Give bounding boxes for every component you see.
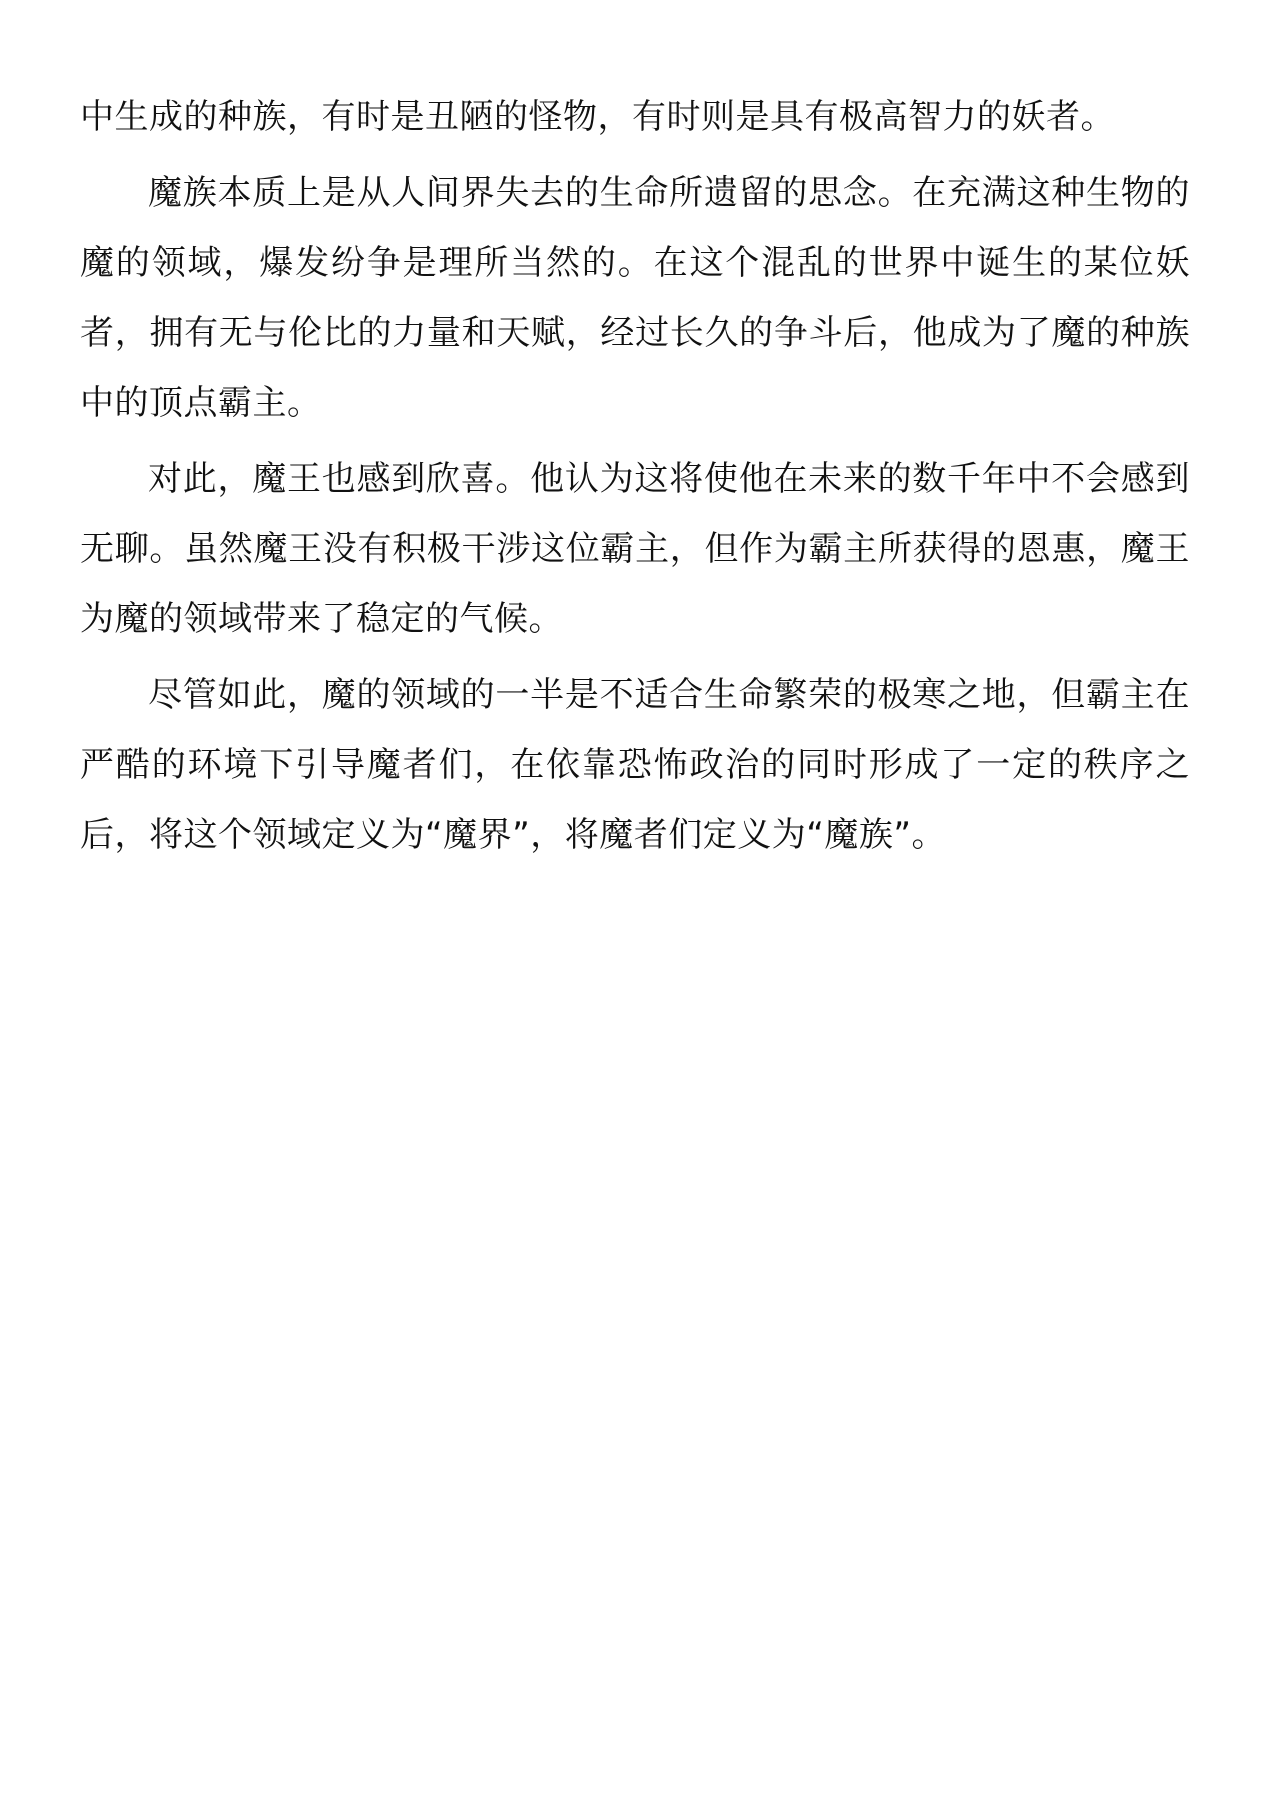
paragraph-demon-king-pleased: 对此，魔王也感到欣喜。他认为这将使他在未来的数千年中不会感到无聊。虽然魔王没有积极干涉这位霸主，但作为霸主所获得的恩惠，魔王为魔的领域带来了稳定的气候。 [80,459,1190,639]
paragraph-demon-origin: 魔族本质上是从人间界失去的生命所遗留的思念。在充满这种生物的魔的领域，爆发纷争是理所当然的。在这个混乱的世界中诞生的某位妖者，拥有无与伦比的力量和天赋，经过长久的争斗后，他成为了魔的种族中的顶点霸主。 [80,173,1190,423]
paragraph-demon-realm-defined: 尽管如此，魔的领域的一半是不适合生命繁荣的极寒之地，但霸主在严酷的环境下引导魔者们，在依靠恐怖政治的同时形成了一定的秩序之后，将这个领域定义为“魔界”，将魔者们定义为“魔族”。 [80,675,1190,855]
paragraph-continued: 中生成的种族，有时是丑陋的怪物，有时则是具有极高智力的妖者。 [80,97,1115,137]
text-body [80,82,1190,870]
